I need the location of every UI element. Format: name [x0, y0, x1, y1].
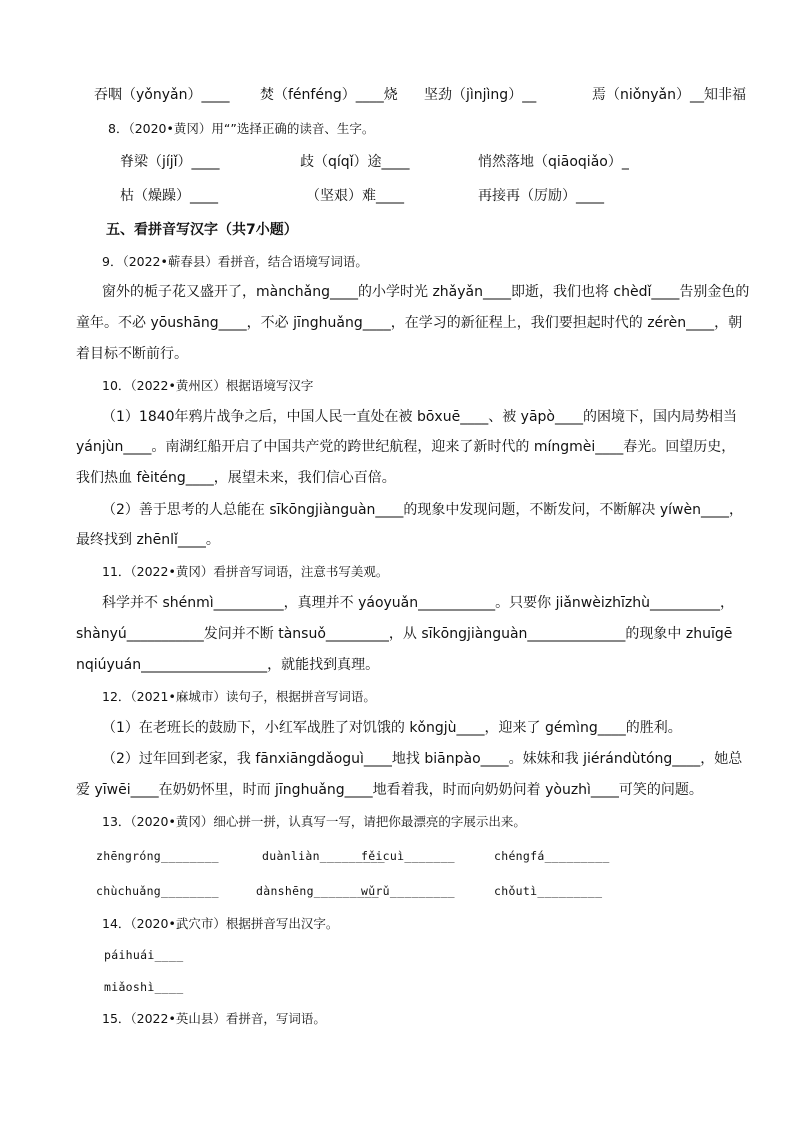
- question-15-stem: 15．（2022•英山县）看拼音，写词语。: [102, 1011, 326, 1026]
- passage-line: shànyú___________发问并不断 tànsuǒ_________，从 sīkōngjiànguàn______________的现象中 zhuīgē: [76, 626, 733, 642]
- pinyin-item: dànshēng_________: [256, 884, 379, 898]
- exercise-item: （坚艰）难____: [306, 188, 404, 204]
- question-13-stem: 13．（2020•黄冈）细心拼一拼，认真写一写，请把你最漂亮的字展示出来。: [102, 814, 526, 829]
- question-8-stem: 8．（2020•黄冈）用“”选择正确的读音、生字。: [108, 121, 375, 136]
- passage-line: 最终找到 zhēnlǐ____。: [76, 532, 220, 548]
- passage-line: （2）过年回到老家，我 fānxiāngdǎoguì____地找 biānpào____。妹妹和我 jiérándùtóng____，她总: [102, 751, 743, 767]
- exercise-item: 悄然落地（qiāoqiǎo）_: [478, 154, 629, 170]
- exercise-item: 焚（fénféng）____烧: [260, 87, 398, 103]
- passage-line: 窗外的栀子花又盛开了，mànchǎng____的小学时光 zhǎyǎn____即逝，我们也将 chèdǐ____告别金色的: [102, 284, 750, 300]
- passage-line: 爱 yīwēi____在奶奶怀里，时而 jīnghuǎng____地看着我，时而向奶奶问着 yòuzhì____可笑的问题。: [76, 782, 703, 798]
- pinyin-item: chǒutì_________: [494, 884, 603, 898]
- pinyin-item: chùchuǎng________: [96, 884, 219, 898]
- exercise-item: 歧（qíqǐ）途____: [300, 154, 410, 170]
- pinyin-item: páihuái____: [104, 948, 184, 962]
- passage-line: （1）在老班长的鼓励下，小红军战胜了对饥饿的 kǒngjù____，迎来了 gémìng____的胜利。: [102, 720, 682, 736]
- passage-line: 我们热血 fèiténg____，展望未来，我们信心百倍。: [76, 470, 396, 486]
- pinyin-item: fěicuì_______: [361, 849, 455, 863]
- passage-line: （2）善于思考的人总能在 sīkōngjiànguàn____的现象中发现问题，不断发问，不断解决 yíwèn____，: [102, 502, 743, 518]
- pinyin-item: wǔrǔ_________: [361, 884, 455, 898]
- section-heading: 五、看拼音写汉字（共7小题）: [106, 222, 298, 238]
- exercise-item: 焉（niǒnyǎn）__知非福: [592, 87, 746, 103]
- exercise-item: 再接再（厉励）____: [478, 188, 604, 204]
- passage-line: 科学并不 shénmì__________，真理并不 yáoyuǎn___________。只要你 jiǎnwèizhīzhù__________，: [102, 595, 734, 611]
- exercise-item: 坚劲（jìnjìng）__: [424, 87, 537, 103]
- pinyin-item: chéngfá_________: [494, 849, 610, 863]
- passage-line: 着目标不断前行。: [76, 346, 188, 362]
- question-10-stem: 10．（2022•黄州区）根据语境写汉字: [102, 378, 314, 393]
- exercise-item: 枯（燥躁）____: [120, 188, 218, 204]
- pinyin-item: zhēngróng________: [96, 849, 219, 863]
- passage-line: （1）1840年鸦片战争之后，中国人民一直处在被 bōxuē____、被 yāpò____的困境下，国内局势相当: [102, 409, 737, 425]
- pinyin-item: miǎoshì____: [104, 980, 184, 994]
- question-12-stem: 12．（2021•麻城市）读句子，根据拼音写词语。: [102, 689, 376, 704]
- passage-line: 童年。不必 yōushāng____，不必 jīnghuǎng____，在学习的新征程上，我们要担起时代的 zérèn____，朝: [76, 315, 743, 331]
- question-14-stem: 14．（2020•武穴市）根据拼音写出汉字。: [102, 916, 339, 931]
- exercise-item: 吞咽（yǒnyǎn）____: [94, 87, 230, 103]
- passage-line: yánjùn____。南湖红船开启了中国共产党的跨世纪航程，迎来了新时代的 míngmèi____春光。回望历史，: [76, 439, 736, 455]
- exercise-item: 脊梁（jíjǐ）____: [120, 154, 220, 170]
- question-11-stem: 11．（2022•黄冈）看拼音写词语，注意书写美观。: [102, 564, 389, 579]
- question-9-stem: 9．（2022•蕲春县）看拼音，结合语境写词语。: [102, 254, 368, 269]
- pinyin-item: duànliàn_________: [262, 849, 385, 863]
- passage-line: nqiúyuán__________________，就能找到真理。: [76, 657, 380, 673]
